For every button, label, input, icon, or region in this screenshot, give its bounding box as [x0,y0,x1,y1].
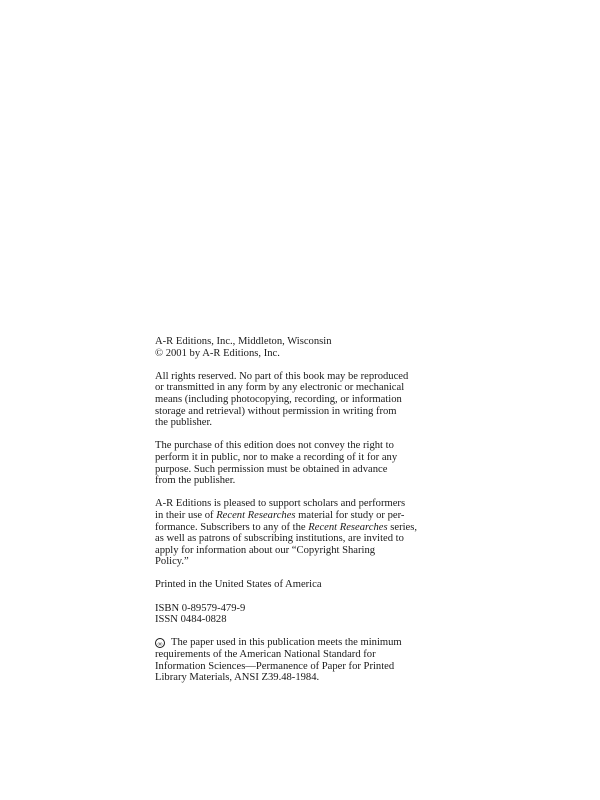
paper-paragraph [155,637,425,683]
series-title: Recent Researches [216,509,296,521]
paper-text: The paper used in this publication meets the minimum [171,637,402,649]
performance-paragraph [155,440,425,486]
sharing-line: Policy.” [155,556,189,568]
identifiers-paragraph [155,603,425,626]
series-title: Recent Researches [308,521,388,533]
rights-line: the publisher. [155,417,213,429]
publisher-line: A-R Editions, Inc., Middleton, Wisconsin [155,336,332,347]
sharing-line: A-R Editions is pleased to support scholars and performers [155,498,406,510]
rights-line: storage and retrieval) without permission in writing from [155,405,397,417]
copyright-line: © 2001 by A-R Editions, Inc. [155,347,280,359]
performance-line: purpose. Such permission must be obtained in advance [155,463,388,475]
sharing-line: as well as patrons of subscribing institutions, are invited to [155,533,404,545]
sharing-paragraph [155,498,425,568]
paper-line: Library Materials, ANSI Z39.48-1984. [155,672,320,684]
copyright-notice [155,336,425,684]
performance-line: from the publisher. [155,475,236,487]
paper-line: requirements of the American National Standard for [155,649,376,661]
infinity-circle-icon: ∞ [155,638,165,648]
isbn-line: ISBN 0-89579-479-9 [155,602,246,614]
rights-paragraph [155,371,425,429]
performance-line: The purchase of this edition does not convey the right to [155,440,394,452]
rights-line: All rights reserved. No part of this book may be reproduced [155,370,409,382]
sharing-line [155,510,425,522]
sharing-text: material for study or per- [295,509,405,521]
sharing-text: formance. Subscribers to any of the [155,521,309,533]
sharing-line: apply for information about our “Copyright Sharing [155,544,376,556]
rights-line: means (including photocopying, recording, or information [155,393,402,405]
printed-line: Printed in the United States of America [155,579,322,591]
rights-line: or transmitted in any form by any electronic or mechanical [155,382,405,394]
publisher-paragraph [155,336,425,359]
issn-line: ISSN 0484-0828 [155,614,227,626]
paper-line [155,637,425,649]
sharing-text: in their use of [155,509,217,521]
sharing-line [155,522,425,534]
paper-line: Information Sciences—Permanence of Paper for Printed [155,660,395,672]
sharing-text: series, [387,521,418,533]
performance-line: perform it in public, nor to make a recording of it for any [155,451,398,463]
printed-paragraph [155,579,425,591]
